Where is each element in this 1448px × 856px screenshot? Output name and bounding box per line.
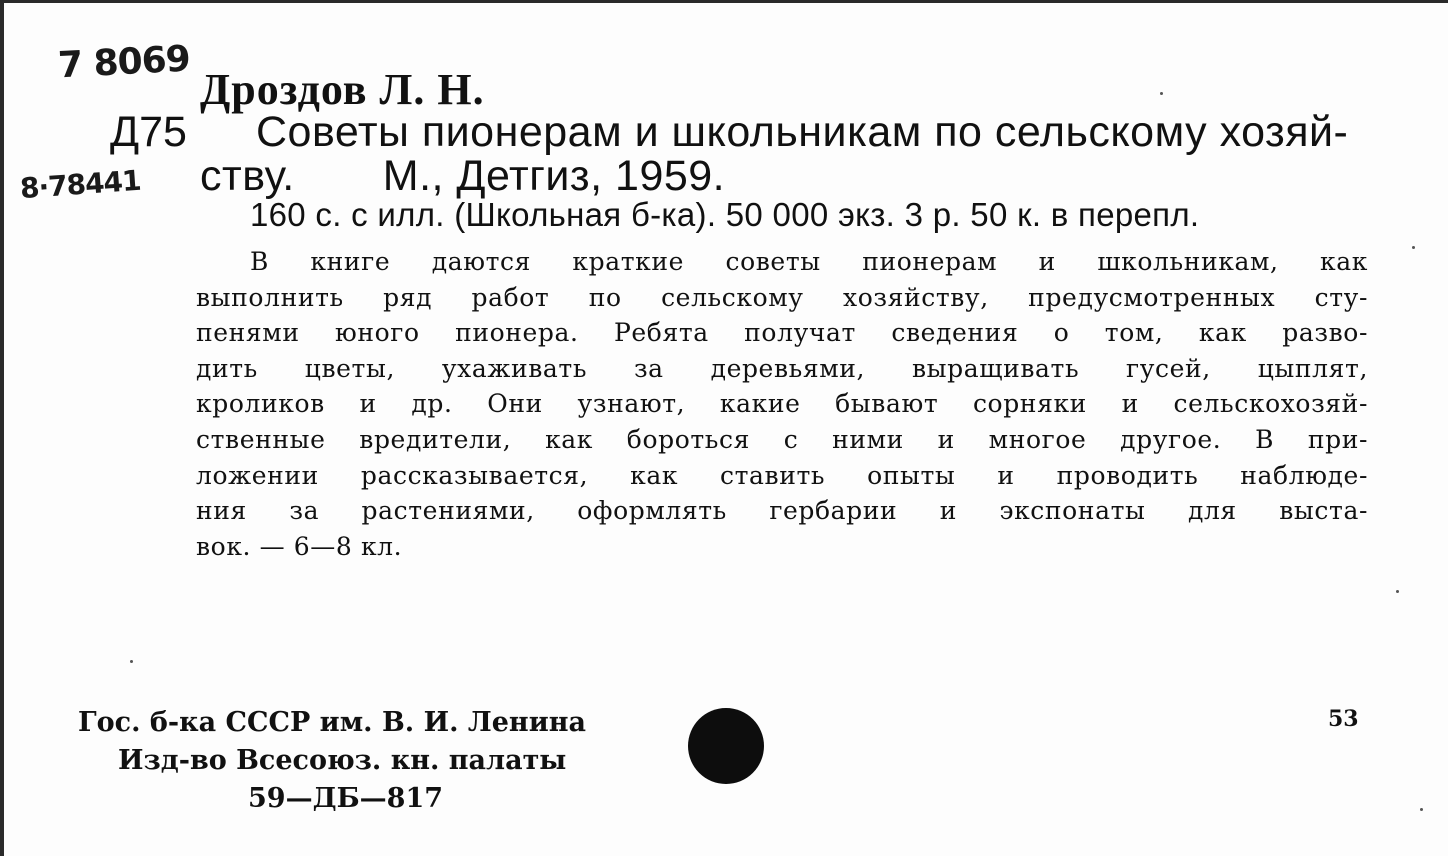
imprint: М., Детгиз, 1959. bbox=[382, 152, 726, 200]
author-heading: Дроздов Л. Н. bbox=[200, 65, 485, 114]
card-number: 59—ДБ—817 bbox=[248, 783, 444, 814]
ink-speck bbox=[1412, 246, 1415, 249]
publisher-name: Изд-во Всесоюз. кн. палаты bbox=[118, 745, 567, 776]
annotation-line: выполнить ряд работ по сельскому хозяйству, предусмотренных сту- bbox=[196, 282, 1368, 312]
annotation-line: ния за растениями, оформлять гербарии и экспонаты для выста- bbox=[196, 496, 1368, 526]
annotation bbox=[196, 244, 1368, 564]
title-line-1: Советы пионерам и школьникам по сельскому хозяй- bbox=[256, 108, 1349, 156]
title-line-2 bbox=[200, 152, 725, 201]
title-continuation: ству. bbox=[200, 152, 295, 200]
annotation-line: дить цветы, ухаживать за деревьями, выращивать гусей, цыплят, bbox=[196, 353, 1368, 383]
call-number: Д75 bbox=[110, 108, 187, 156]
annotation-line: В книге даются краткие советы пионерам и школьникам, как bbox=[250, 247, 1368, 276]
collation: 160 с. с илл. (Школьная б-ка). 50 000 экз. 3 р. 50 к. в перепл. bbox=[250, 196, 1200, 233]
annotation-line: вок. — 6—8 кл. bbox=[196, 531, 403, 561]
ink-speck bbox=[1420, 808, 1423, 811]
ink-speck bbox=[1160, 92, 1163, 95]
page-mark: 53 bbox=[1328, 706, 1359, 732]
ink-speck bbox=[1396, 590, 1399, 593]
annotation-line: кроликов и др. Они узнают, какие бывают сорняки и сельскохозяй- bbox=[196, 389, 1368, 419]
handwritten-shelf-number: 8·78441 bbox=[18, 163, 142, 206]
ink-speck bbox=[130, 660, 133, 663]
punch-hole bbox=[688, 708, 764, 784]
handwritten-inventory-number: 7 8069 bbox=[57, 38, 191, 87]
card-left-edge bbox=[0, 0, 4, 856]
annotation-line: ственные вредители, как бороться с ними и многое другое. В при- bbox=[196, 424, 1368, 454]
library-name: Гос. б-ка СССР им. В. И. Ленина bbox=[78, 707, 586, 738]
annotation-line: пенями юного пионера. Ребята получат сведения о том, как разво- bbox=[196, 318, 1368, 348]
card-top-edge bbox=[0, 0, 1448, 3]
annotation-line: ложении рассказывается, как ставить опыты и проводить наблюде- bbox=[196, 460, 1368, 490]
card-footer bbox=[78, 704, 586, 818]
